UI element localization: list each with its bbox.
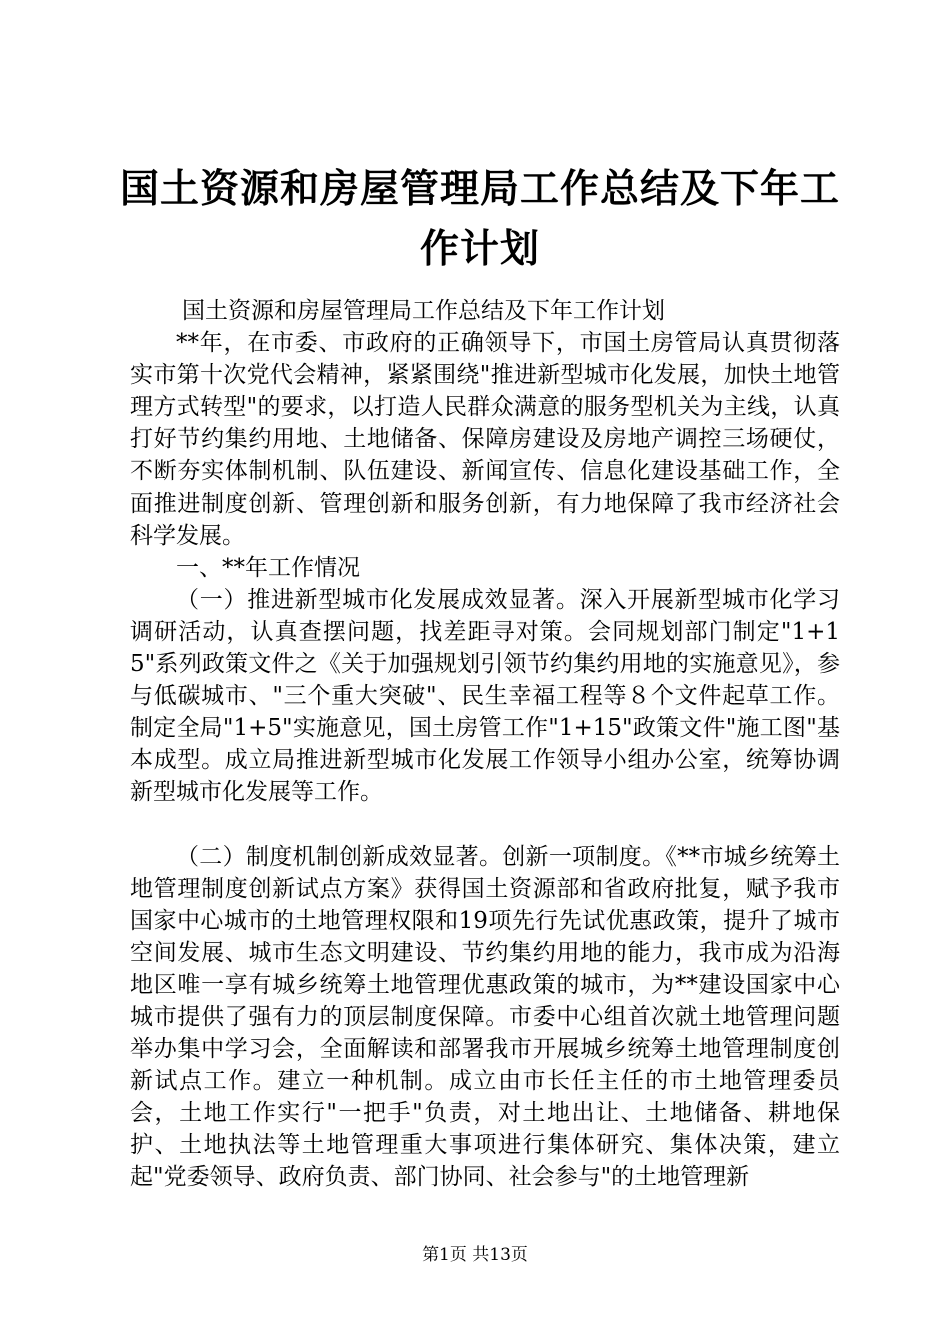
item-paragraph-2: （二）制度机制创新成效显著。创新一项制度。《**市城乡统筹土地管理制度创新试点方案》获得国土资源部和省政府批复，赋予我市国家中心城市的土地管理权限和19项先行先试优惠政策，提升了城市空间发展、城市生态文明建设、节约集约用地的能力，我市成为沿海地区唯一享有城乡统筹土地管理优惠政策的城市，为**建设国家中心城市提供了强有力的顶层制度保障。市委中心组首次就土地管理问题举办集中学习会，全面解读和部署我市开展城乡统筹土地管理制度创新试点工作。建立一种机制。成立由市长任主任的市土地管理委员会，土地工作实行"一把手"负责，对土地出让、土地储备、耕地保护、土地执法等土地管理重大事项进行集体研究、集体决策，建立起"党委领导、政府负责、部门协同、社会参与"的土地管理新 (130, 843, 840, 1191)
subtitle-paragraph: 国土资源和房屋管理局工作总结及下年工作计划 (182, 298, 665, 324)
section-heading: 一、**年工作情况 (176, 554, 360, 581)
page-footer: 第1页 共13页 (422, 1245, 528, 1265)
document-body (130, 295, 840, 1194)
intro-paragraph: **年，在市委、市政府的正确领导下，市国土房管局认真贯彻落实市第十次党代会精神，紧紧围绕"推进新型城市化发展，加快土地管理方式转型"的要求，以打造人民群众满意的服务型机关为主线，认真打好节约集约用地、土地储备、保障房建设及房地产调控三场硬仗，不断夯实体制机制、队伍建设、新闻宣传、信息化建设基础工作，全面推进制度创新、管理创新和服务创新，有力地保障了我市经济社会科学发展。 (130, 330, 840, 549)
paragraph-spacer (130, 809, 840, 841)
item-paragraph-1: （一）推进新型城市化发展成效显著。深入开展新型城市化学习调研活动，认真查摆问题，找差距寻对策。会同规划部门制定"1+15"系列政策文件之《关于加强规划引领节约集约用地的实施意见》，参与低碳城市、"三个重大突破"、民生幸福工程等８个文件起草工作。制定全局"1+5"实施意见，国土房管工作"1+15"政策文件"施工图"基本成型。成立局推进新型城市化发展工作领导小组办公室，统筹协调新型城市化发展等工作。 (130, 586, 840, 806)
document-title: 国土资源和房屋管理局工作总结及下年工作计划 (120, 167, 841, 272)
